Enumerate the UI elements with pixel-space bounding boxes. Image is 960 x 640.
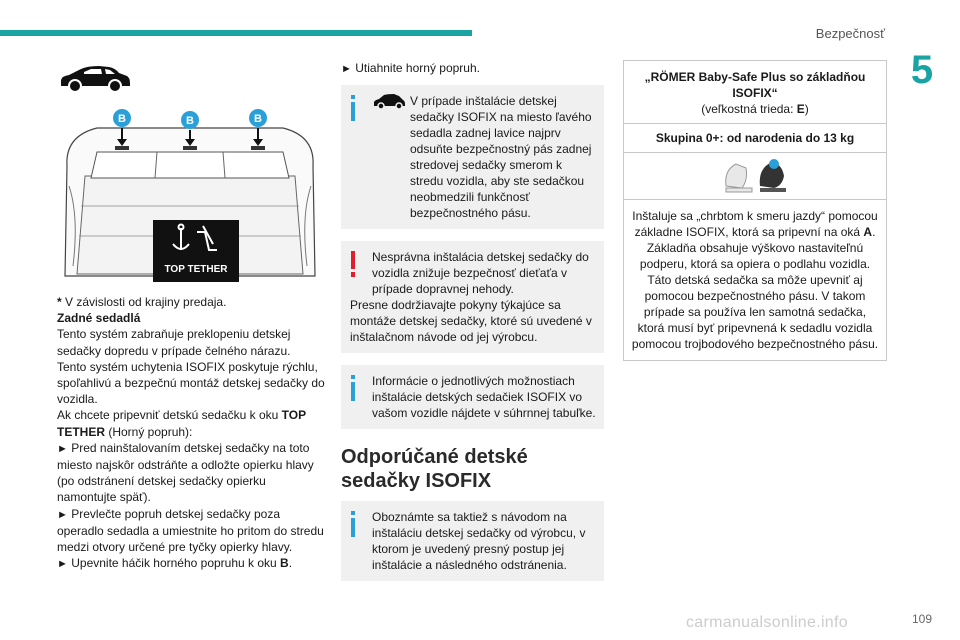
arrow-icon: ► bbox=[341, 63, 352, 75]
desc-3: Táto detská sedačka sa môže upevniť aj pomocou bezpečnostného pásu. V takom prípade sa používa len samotná sedačka, ktorá musí byť pripevnená k sedadlu vozidla pomocou trojbodového bezpečnostného pásu. bbox=[631, 273, 879, 351]
paragraph-2: Tento systém uchytenia ISOFIX poskytuje rýchlu, spoľahlivú a bezpečnú montáž detskej sedačky do vozidla. bbox=[57, 359, 325, 407]
note-text: V závislosti od krajiny predaja. bbox=[65, 295, 227, 309]
weight-group: Skupina 0+: od narodenia do 13 kg bbox=[624, 124, 886, 153]
desc-2: Základňa obsahuje výškovo nastaviteľnú podperu, ktorá sa opiera o podlahu vozidla. bbox=[639, 241, 871, 271]
step-tighten: ► Utiahnite horný popruh. bbox=[341, 61, 480, 75]
step-1: ► Pred nainštalovaním detskej sedačky na toto miesto najskôr odstráňte a odložte opierku hlavy (po odstránení detskej sedačky opierku namontujte späť). bbox=[57, 440, 314, 505]
watermark: carmanualsonline.info bbox=[686, 614, 848, 631]
car-top-icon bbox=[372, 93, 406, 111]
step-3: ► Upevnite háčik horného popruhu k oku B. bbox=[57, 556, 293, 571]
seat-name: „RÖMER Baby-Safe Plus so základňou ISOFIX“ bbox=[644, 70, 866, 100]
car-silhouette-icon bbox=[57, 60, 133, 96]
arrow-icon: ► bbox=[57, 558, 68, 571]
warning-box bbox=[341, 241, 604, 353]
page-number: 109 bbox=[911, 612, 932, 626]
info-icon bbox=[349, 95, 371, 121]
column-1 bbox=[57, 60, 327, 572]
rear-seats-heading: Zadné sedadlá bbox=[57, 311, 141, 326]
info-text-2: Informácie o jednotlivých možnostiach inštalácie detských sedačiek ISOFIX vo vašom vozidle nájdete v súhrnnej tabuľke. bbox=[372, 374, 596, 420]
info-box-manual bbox=[341, 501, 604, 581]
svg-text:B: B bbox=[254, 113, 262, 125]
info-icon bbox=[349, 375, 371, 401]
section-title: Odporúčané detské sedačky ISOFIX bbox=[341, 446, 528, 492]
attach-instructions: Ak chcete pripevniť detskú sedačku k oku TOP TETHER (Horný popruh): bbox=[57, 408, 306, 439]
svg-text:TOP TETHER: TOP TETHER bbox=[164, 264, 228, 275]
arrow-icon: ► bbox=[57, 442, 68, 455]
warning-text-2: Presne dodržiavajte pokyny týkajúce sa montáže detskej sedačky, ktoré sú uvedené v inštalačnom návode od jej výrobcu. bbox=[350, 298, 592, 344]
info-box-summary bbox=[341, 365, 604, 429]
trunk-top-tether-illustration bbox=[57, 106, 323, 284]
warning-text-1: Nesprávna inštalácia detskej sedačky do vozidla znižuje bezpečnosť dieťaťa v prípade dopravnej nehody. bbox=[372, 250, 589, 296]
warning-icon bbox=[349, 251, 371, 277]
desc-1: Inštaluje sa „chrbtom k smeru jazdy“ pomocou základne ISOFIX, ktorá sa pripevní na oká A. bbox=[632, 209, 878, 239]
column-2 bbox=[341, 60, 604, 581]
arrow-icon: ► bbox=[57, 508, 68, 521]
child-seat-image bbox=[624, 153, 886, 200]
marker-b-left bbox=[113, 109, 131, 127]
marker-b-center bbox=[181, 111, 199, 129]
header-accent-bar bbox=[0, 30, 472, 36]
column-3 bbox=[623, 60, 887, 361]
paragraph-1: Tento systém zabraňuje preklopeniu detskej sedačky dopredu v prípade čelného nárazu. bbox=[57, 327, 291, 358]
info-text-3: Oboznámte sa taktiež s návodom na inštaláciu detskej sedačky od výrobcu, v ktorom je uvedený presný postup jej inštalácie a následného odstránenia. bbox=[372, 510, 586, 572]
header-title: Bezpečnosť bbox=[815, 26, 885, 41]
marker-b-right bbox=[249, 109, 267, 127]
col1-text bbox=[57, 294, 327, 572]
child-seat-table bbox=[623, 60, 887, 361]
info-text-1: V prípade inštalácie detskej sedačky ISOFIX na miesto ľavého sedadla zadnej lavice najprv odsuňte bezpečnostný pás zadnej stredovej sedačky smerom k stredu vozidla, aby ste sedačkou neobmedzili funkčnosť bezpečnostného pásu. bbox=[410, 94, 592, 220]
size-class: (veľkostná trieda: E) bbox=[701, 102, 809, 116]
svg-text:B: B bbox=[118, 113, 126, 125]
note-star: * bbox=[57, 295, 62, 309]
svg-text:B: B bbox=[186, 115, 194, 127]
info-box-left-seat bbox=[341, 85, 604, 229]
table-header bbox=[624, 61, 886, 124]
info-icon bbox=[349, 511, 371, 537]
baby-seat-icon bbox=[720, 156, 790, 196]
step-2: ► Prevlečte popruh detskej sedačky poza operadlo sedadla a umiestnite ho pritom do stredu medzi otvory určené pre tyčky opierky hlavy. bbox=[57, 506, 324, 555]
table-description bbox=[624, 200, 886, 360]
top-tether-badge bbox=[153, 220, 239, 282]
chapter-number: 5 bbox=[910, 48, 934, 92]
